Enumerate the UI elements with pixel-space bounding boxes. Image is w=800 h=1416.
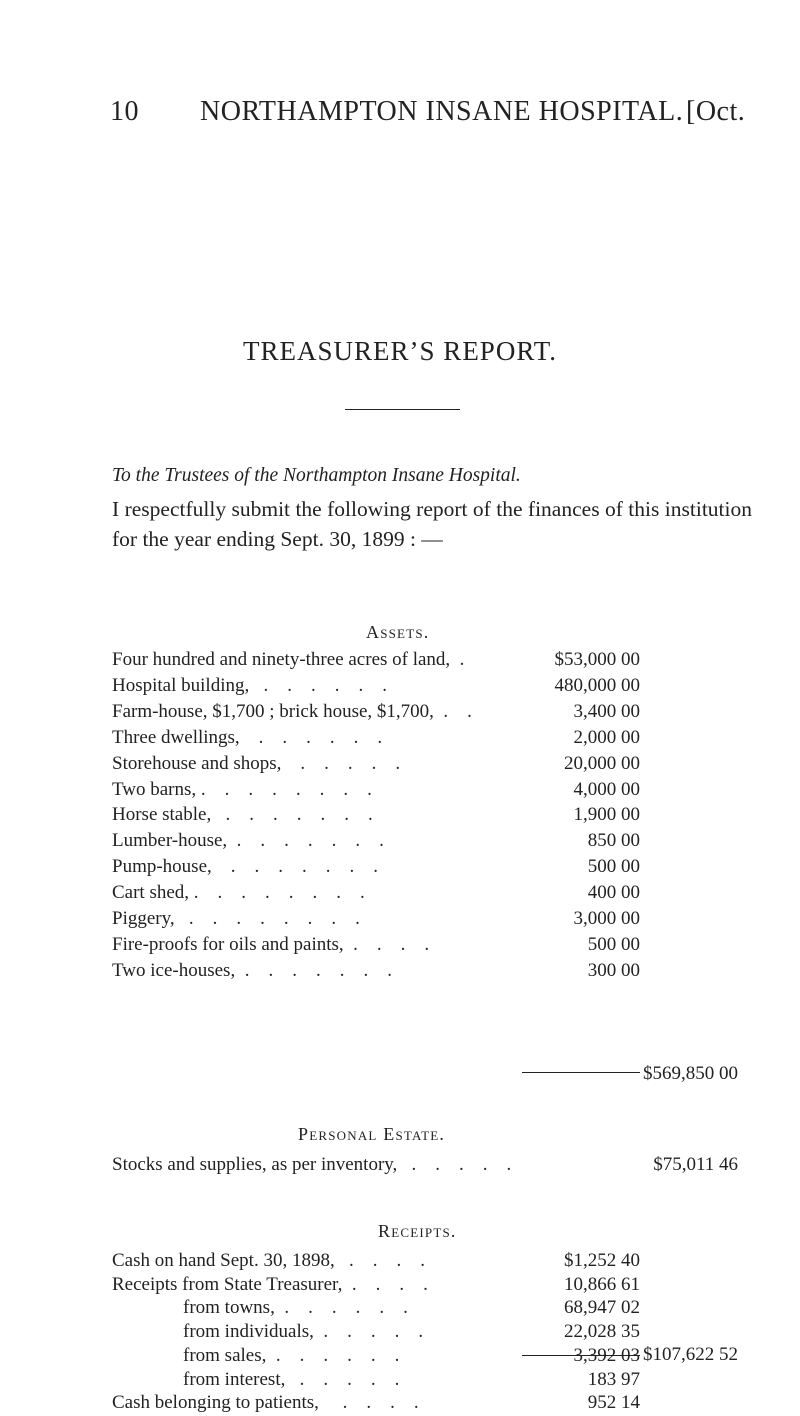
- asset-row: [0, 908, 800, 932]
- report-title: TREASURER’S REPORT.: [243, 336, 557, 366]
- asset-amount: 3,400 00: [573, 700, 640, 722]
- receipt-amount: 3,392 03: [573, 1344, 640, 1366]
- receipts-heading: Receipts.: [378, 1221, 457, 1241]
- asset-row: [0, 856, 800, 880]
- asset-label: Lumber-house, . . . . . . .: [112, 830, 384, 852]
- receipt-amount: 952 14: [587, 1392, 640, 1414]
- asset-amount: 4,000 00: [573, 778, 640, 800]
- assets-heading: Assets.: [366, 622, 430, 642]
- asset-label: Three dwellings, . . . . . .: [112, 726, 383, 748]
- receipt-amount: 183 97: [587, 1368, 640, 1390]
- assets-total-row: [0, 1063, 800, 1087]
- salutation: To the Trustees of the Northampton Insane Hospital.: [112, 465, 521, 486]
- intro-paragraph: I respectfully submit the following report of the finances of this institution for the year ending Sept. 30, 1899 : —: [112, 497, 752, 551]
- receipt-amount: 10,866 61: [564, 1273, 640, 1295]
- asset-amount: 500 00: [587, 856, 640, 878]
- asset-amount: $53,000 00: [554, 649, 640, 670]
- personal-estate-label: Stocks and supplies, as per inventory, . . . . .: [112, 1154, 512, 1175]
- receipts-total: $107,622 52: [643, 1344, 738, 1365]
- receipt-amount: 22,028 35: [564, 1321, 640, 1343]
- personal-estate-total: $75,011 46: [653, 1154, 738, 1175]
- asset-amount: 3,000 00: [573, 908, 640, 929]
- asset-label: Horse stable, . . . . . . .: [112, 804, 373, 826]
- running-title: NORTHAMPTON INSANE HOSPITAL.: [200, 96, 684, 127]
- personal-estate-row: [0, 1154, 800, 1178]
- asset-label: Four hundred and ninety-three acres of land, .: [112, 649, 465, 670]
- asset-amount: 300 00: [587, 959, 640, 981]
- asset-row: [0, 649, 800, 673]
- receipt-label: Cash on hand Sept. 30, 1898, . . . .: [112, 1250, 425, 1271]
- asset-amount: 20,000 00: [564, 752, 640, 774]
- title-rule: [345, 409, 460, 410]
- receipts-total-row: [0, 1344, 800, 1368]
- asset-amount: 850 00: [587, 830, 640, 852]
- asset-amount: 1,900 00: [573, 804, 640, 826]
- asset-amount: 400 00: [587, 882, 640, 904]
- receipt-amount: 68,947 02: [564, 1297, 640, 1319]
- asset-label: Two ice-houses, . . . . . . .: [112, 959, 392, 981]
- receipt-row: [0, 1297, 800, 1321]
- asset-row: [0, 727, 800, 751]
- receipt-row: [0, 1250, 800, 1274]
- asset-row: [0, 934, 800, 958]
- receipt-label: from towns, . . . . . .: [183, 1297, 408, 1319]
- asset-row: [0, 779, 800, 803]
- asset-label: Cart shed, . . . . . . . .: [112, 882, 365, 904]
- asset-label: Hospital building, . . . . . .: [112, 674, 387, 696]
- asset-row: [0, 830, 800, 854]
- receipt-label: from interest, . . . . .: [183, 1368, 400, 1390]
- asset-row: [0, 882, 800, 906]
- asset-amount: 500 00: [587, 933, 640, 955]
- receipt-amount: $1,252 40: [564, 1250, 640, 1271]
- asset-label: Storehouse and shops, . . . . .: [112, 752, 401, 774]
- receipt-row: [0, 1274, 800, 1298]
- asset-label: Farm-house, $1,700 ; brick house, $1,700, . .: [112, 700, 472, 722]
- asset-row: [0, 804, 800, 828]
- receipt-label: from individuals, . . . . .: [183, 1321, 424, 1343]
- page-number: 10: [110, 96, 139, 127]
- receipt-label: Cash belonging to patients, . . . .: [112, 1392, 419, 1414]
- receipt-label: Receipts from State Treasurer, . . . .: [112, 1273, 428, 1295]
- asset-row: [0, 960, 800, 984]
- month-mark: [Oct.: [686, 96, 746, 127]
- asset-label: Piggery, . . . . . . . .: [112, 908, 360, 929]
- asset-row: [0, 701, 800, 725]
- asset-label: Fire-proofs for oils and paints, . . . .: [112, 933, 430, 955]
- asset-amount: 2,000 00: [573, 726, 640, 748]
- asset-row: [0, 675, 800, 699]
- asset-label: Pump-house, . . . . . . .: [112, 856, 378, 878]
- asset-amount: 480,000 00: [554, 674, 640, 696]
- receipt-label: from sales, . . . . . .: [183, 1344, 400, 1366]
- receipt-row: [0, 1321, 800, 1345]
- asset-row: [0, 753, 800, 777]
- receipt-row: [0, 1392, 800, 1416]
- personal-estate-heading: Personal Estate.: [298, 1124, 446, 1144]
- assets-total: $569,850 00: [643, 1063, 738, 1084]
- asset-label: Two barns, . . . . . . . .: [112, 778, 372, 800]
